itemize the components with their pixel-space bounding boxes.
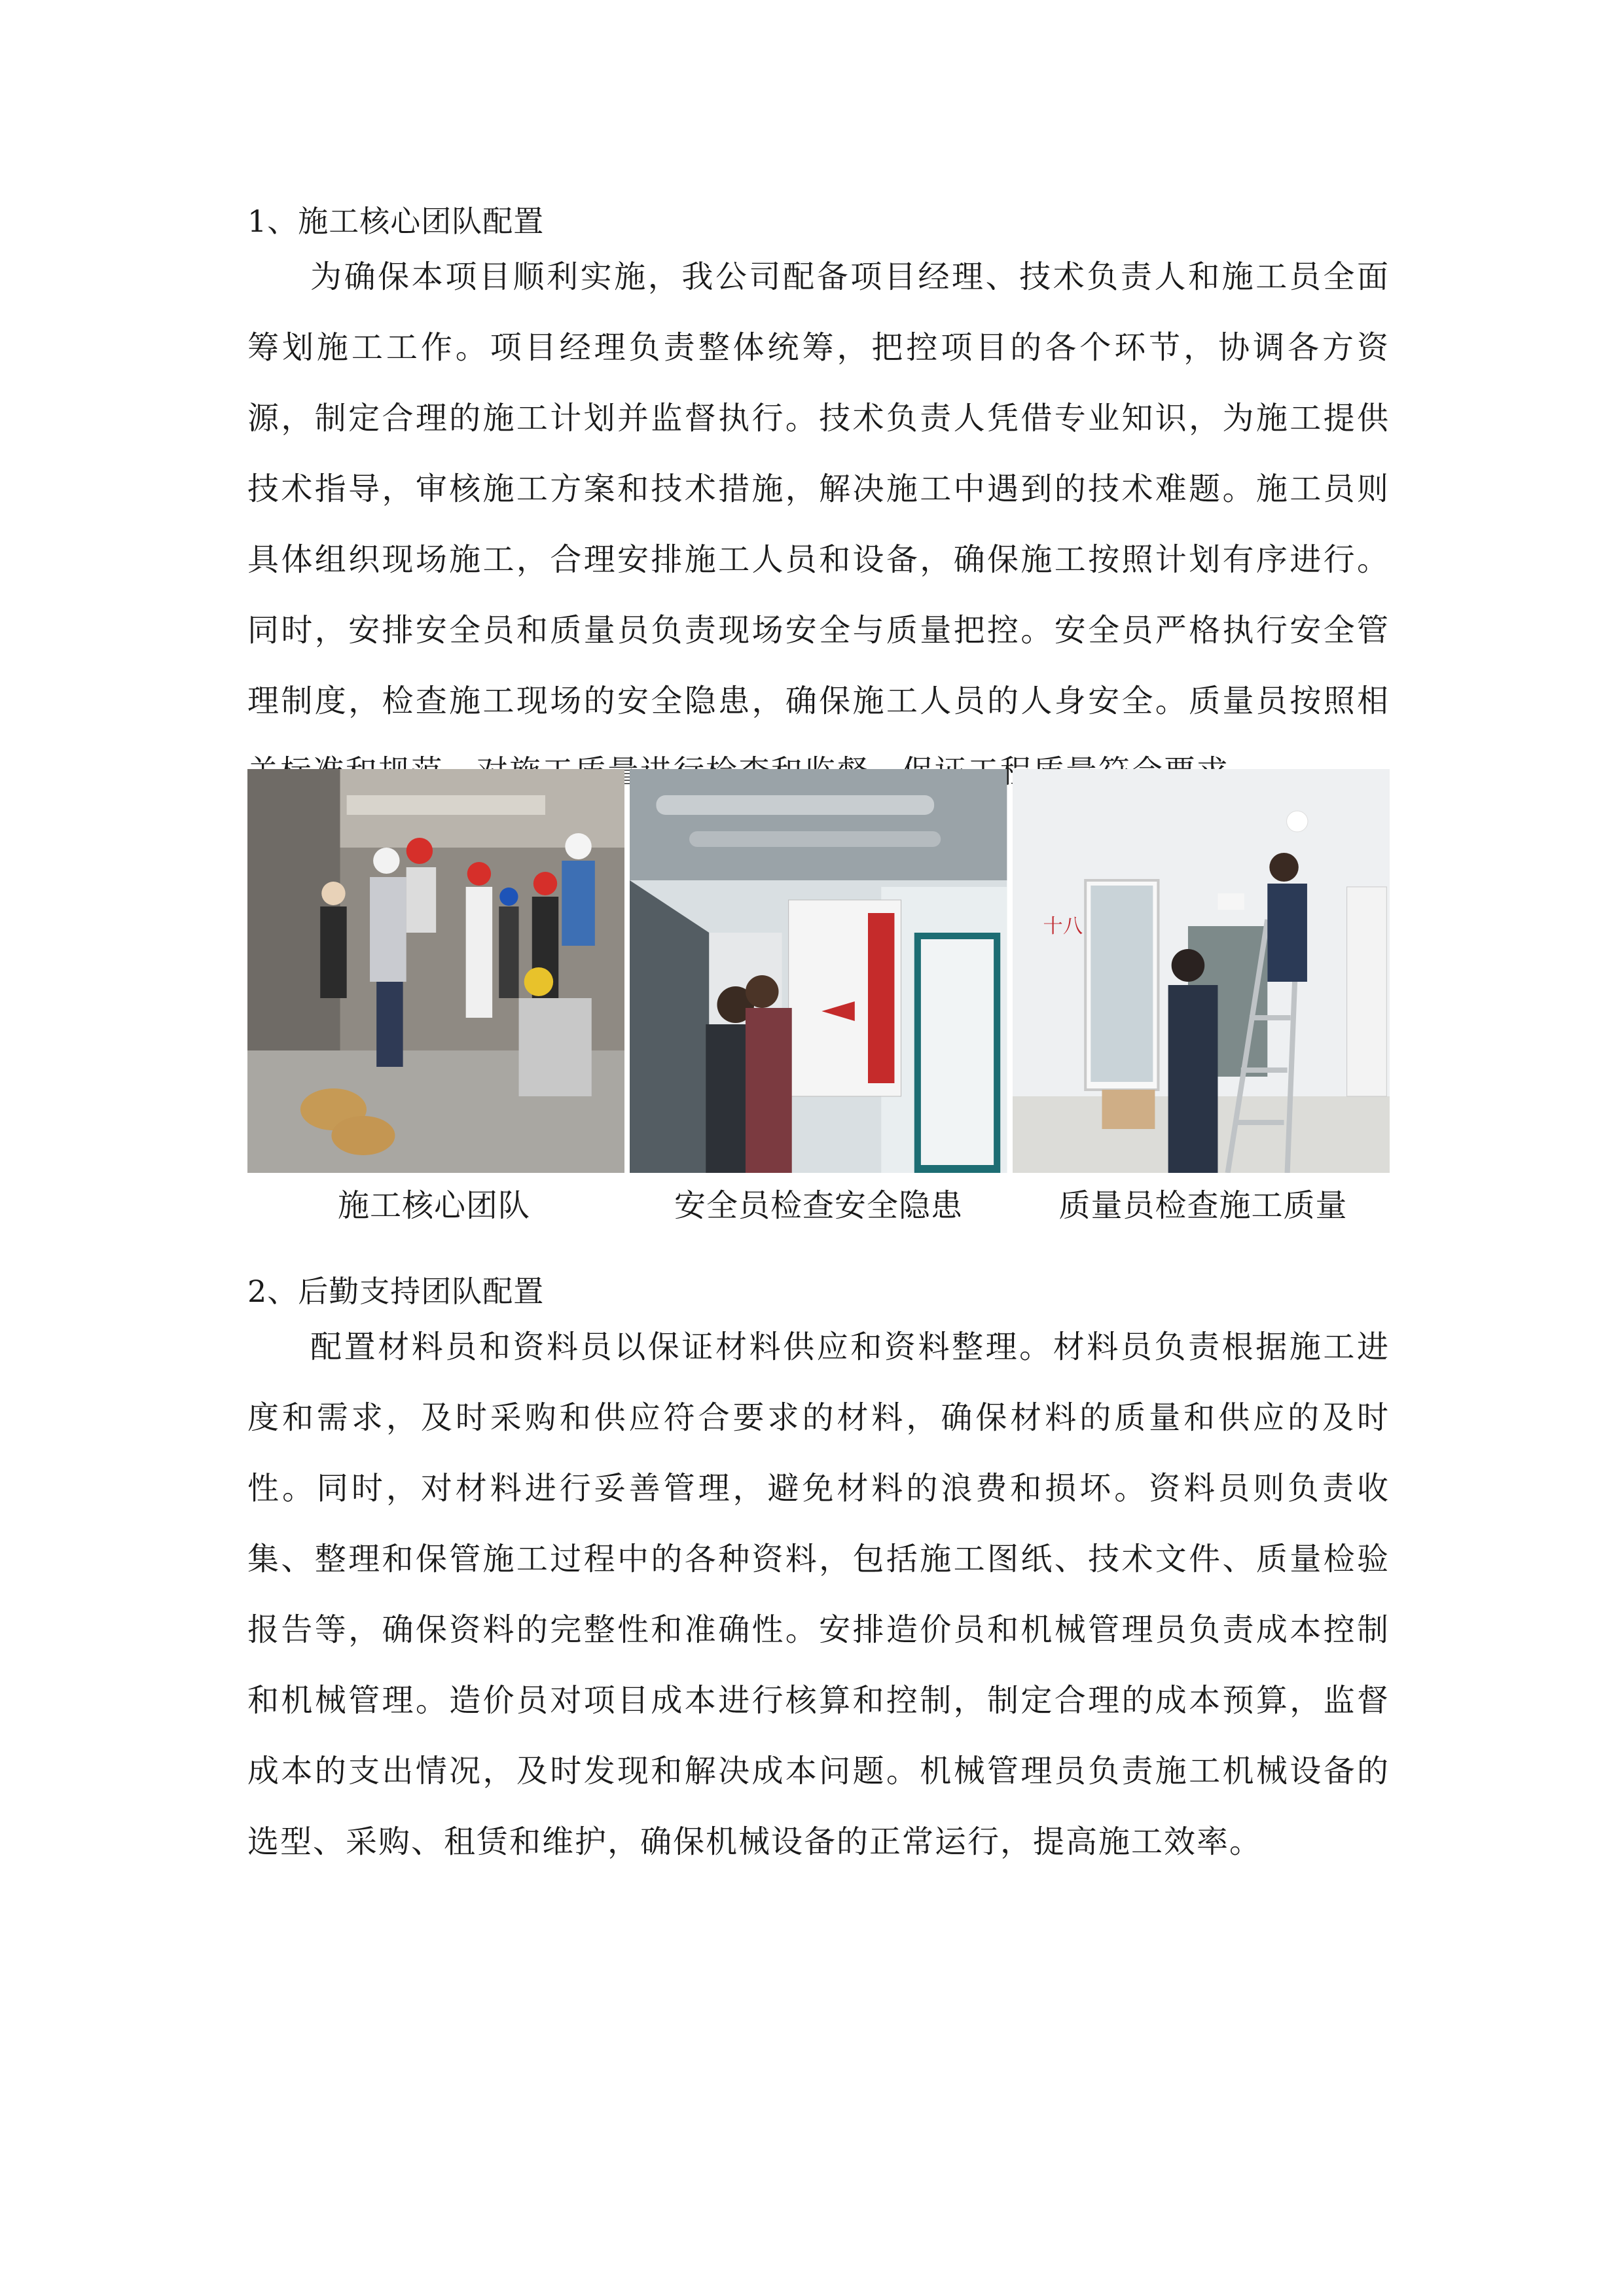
photo-safety-inspection [630, 769, 1007, 1173]
photo-quality-inspection [1013, 769, 1390, 1173]
section-1-paragraph: 为确保本项目顺利实施，我公司配备项目经理、技术负责人和施工员全面筹划施工工作。项目经理负责整体统筹，把控项目的各个环节，协调各方资源，制定合理的施工计划并监督执行。技术负责人凭借专业知识，为施工提供技术指导，审核施工方案和技术措施，解决施工中遇到的技术难题。施工员则具体组织现场施工，合理安排施工人员和设备，确保施工按照计划有序进行。同时，安排安全员和质量员负责现场安全与质量把控。安全员严格执行安全管理制度，检查施工现场的安全隐患，确保施工人员的人身安全。质量员按照相 [247, 259, 1390, 719]
photo-captions [247, 1186, 1390, 1225]
section-2-heading: 2、后勤支持团队配置 [247, 1274, 545, 1309]
caption-quality-inspection: 质量员检查施工质量 [1058, 1187, 1348, 1224]
section-1-heading: 1、施工核心团队配置 [247, 204, 545, 239]
caption-safety-inspection: 安全员检查安全隐患 [674, 1187, 963, 1224]
caption-core-team: 施工核心团队 [337, 1187, 530, 1224]
section-2-paragraph: 配置材料员和资料员以保证材料供应和资料整理。材料员负责根据施工进度和需求，及时采购和供应符合要求的材料，确保材料的质量和供应的及时性。同时，对材料进行妥善管理，避免材料的浪费和损坏。资料员则负责收集、整理和保管施工过程中的各种资料，包括施工图纸、技术文件、质量检验报告等，确保资料的完整性和准确性。安排造价员和机械管理员负责成本控制和机械管理。造价员对项目成本进行核算和控制，制定合理的成本预算，监督成本的支出情况，及时发现和解决成本问题。机械管理员负责施工机械设备的选型、采购、租赁和维护，确保机械设备的正常运行，提高施工效率。 [247, 1329, 1390, 1860]
room-sign-text: 十八 [1043, 915, 1083, 938]
photo-core-team [247, 769, 624, 1173]
photo-row [247, 769, 1390, 1173]
